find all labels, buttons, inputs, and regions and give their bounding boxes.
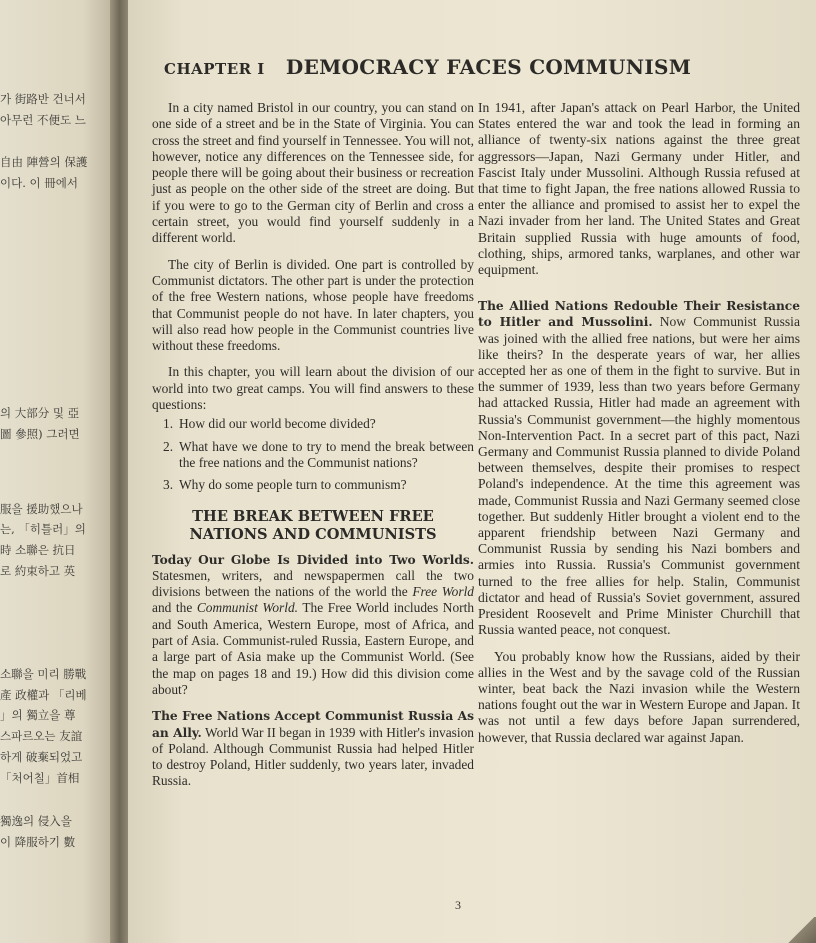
facing-page-korean: [0, 0, 118, 943]
section-heading-line: NATIONS AND COMMUNISTS: [189, 525, 437, 543]
page-number: 3: [455, 898, 461, 912]
facing-page-line: 「처어칠」首相: [0, 771, 80, 785]
facing-page-line: 아무런 不便도 느: [0, 113, 86, 127]
paragraph-berlin-divided: The city of Berlin is divided. One part is controlled by Communist dictators. The other part is under the protection of the free Western nations, whose people have freedoms that Communist people do not have. In later chapters, you will also read how people in the Communist countries live without these freedoms.: [152, 256, 474, 354]
question-item: [152, 477, 474, 493]
paragraph-pearl-harbor: In 1941, after Japan's attack on Pearl Harbor, the United States entered the war and took the lead in forming an alliance of twenty-six nations against the three great aggressors—Japan, Nazi Germany under Hitler, and Fascist Italy under Mussolini. Although Russia refused at that time to fight Japan, the free nations allowed Russia to enter the alliance and promised to assist her to expel the Nazi invader from her land. The United States and Great Britain supplied Russia with huge amounts of food, clothing, ships, armored tanks, warplanes, and other war equipment.: [478, 100, 800, 278]
run-in-heading: Today Our Globe Is Divided into Two Worlds.: [152, 552, 474, 567]
chapter-heading: [164, 55, 764, 85]
facing-page-line: 소聯을 미리 勝戰: [0, 667, 87, 681]
paragraph-russian-winter: You probably know how the Russians, aided by their allies in the West and by the savage cold of the Russian winter, beat back the Nazi invasion while the Western nations fought out the war in Western Europe and Japan. It was not until a few days before Japan surrendered, however, that Russia declared war against Japan.: [478, 648, 800, 745]
question-number: 3.: [163, 477, 174, 493]
question-text: What have we done to try to mend the break between the free nations and the Communist nations?: [179, 438, 474, 470]
facing-page-line: 時 소聯은 抗日: [0, 543, 76, 557]
question-item: [152, 439, 474, 472]
run-in-heading: The Free Nations Accept Communist Russia As an Ally.: [152, 709, 474, 740]
section-heading: [152, 508, 474, 544]
book-page: [128, 0, 816, 943]
facing-page-line: 自由 陣營의 保護: [0, 155, 88, 169]
facing-page-line: 가 街路반 건너서: [0, 92, 86, 106]
facing-page-line: 이다. 이 冊에서: [0, 176, 79, 190]
paragraph-text: and the: [152, 600, 197, 616]
paragraph-ally: [152, 708, 474, 789]
paragraph-chapter-intro: In this chapter, you will learn about the division of our world into two great camps. You will find answers to these questions:: [152, 364, 474, 413]
right-text-column: [478, 100, 800, 756]
question-item: [152, 416, 474, 432]
facing-page-line: 獨逸의 侵入을: [0, 814, 72, 828]
facing-page-line: 하게 破棄되었고: [0, 750, 83, 764]
page-curl: [786, 917, 816, 943]
paragraph-two-worlds: [152, 552, 474, 699]
facing-page-line: 圖 參照) 그러면: [0, 427, 80, 441]
facing-page-line: 로 約束하고 英: [0, 564, 76, 578]
questions-list: [152, 416, 474, 493]
chapter-title: DEMOCRACY FACES COMMUNISM: [285, 55, 692, 79]
facing-page-line: 스파르오는 友誼: [0, 729, 83, 743]
paragraph-bristol: In a city named Bristol in our country, you can stand on one side of a street and be in the State of Virginia. You can cross the street and find yourself in Tennessee. You will not, however, notice any differences on the Tennessee side, for people there will be going about their business or recreation just as people on the other side of the street are doing. But if you were to go to the German city of Berlin and cross a certain street, you would find yourself suddenly in a different world.: [152, 100, 475, 246]
paragraph-text: World War II began in 1939 with Hitler's invasion of Poland. Although Communist Russia had helped Hitler to destroy Poland, Hitler suddenly, two years later, invaded Russia.: [152, 724, 474, 789]
question-text: Why do some people turn to communism?: [179, 477, 407, 493]
paragraph-text: The Free World includes North and South America, Western Europe, most of Africa, and part of Asia. Communist-ruled Russia, Eastern Europe, and a large part of Asia make up the Communist World. (See the map on pages 18 and 19.) How did this division come about?: [152, 600, 475, 697]
emphasis-free-world: Free World: [412, 584, 475, 600]
facing-page-line: 」의 獨立을 尊: [0, 708, 76, 722]
facing-page-line: 產 政權과 「리베: [0, 688, 87, 702]
chapter-label: CHAPTER I: [164, 60, 265, 78]
paragraph-text: Statesmen, writers, and newspapermen call the two divisions between the nations of the world the: [152, 567, 474, 600]
question-number: 2.: [163, 438, 174, 454]
run-in-heading: The Allied Nations Redouble Their Resistance to Hitler and Mussolini.: [478, 299, 800, 330]
facing-page-line: 는, 「히틀러」의: [0, 522, 86, 536]
question-text: How did our world become divided?: [179, 416, 376, 432]
facing-page-line: 의 大部分 및 亞: [0, 406, 80, 420]
facing-page-line: 服을 援助했으나: [0, 502, 83, 516]
paragraph-text: Now Communist Russia was joined with the allied free nations, but were her aims like theirs? In the desperate years of war, her allies accepted her as one of them in the fight to survive. But in the summer of 1939, less than two years before Germany had attacked Russia, Hitler had made an agreement with Russia's Communist government—the highly momentous Non-Intervention Pact. In a secret part of this pact, Nazi Germany and Communist Russia planned to divide Poland between themselves, despite their promises to respect Poland's independence. At the time this agreement was made, Communist Russia and Nazi Germany seemed close together. But suddenly Hitler brought a violent end to the apparent friendship between Nazi Germany and Communist Russia by sending his Nazi bombers and armies into Russia. Russia's Communist government turned to the free allies for help. Stalin, Communist dictator and head of Russia's Soviet government, assured President Roosevelt and Prime Minister Churchill that Russia wanted peace, not conquest.: [478, 314, 800, 638]
question-number: 1.: [163, 416, 174, 432]
facing-page-line: 이 降服하기 數: [0, 835, 76, 849]
left-text-column: [152, 100, 474, 800]
section-heading-line: THE BREAK BETWEEN FREE: [192, 507, 434, 525]
emphasis-communist-world: Communist World.: [196, 600, 299, 616]
paragraph-allied-resistance: [478, 298, 800, 638]
